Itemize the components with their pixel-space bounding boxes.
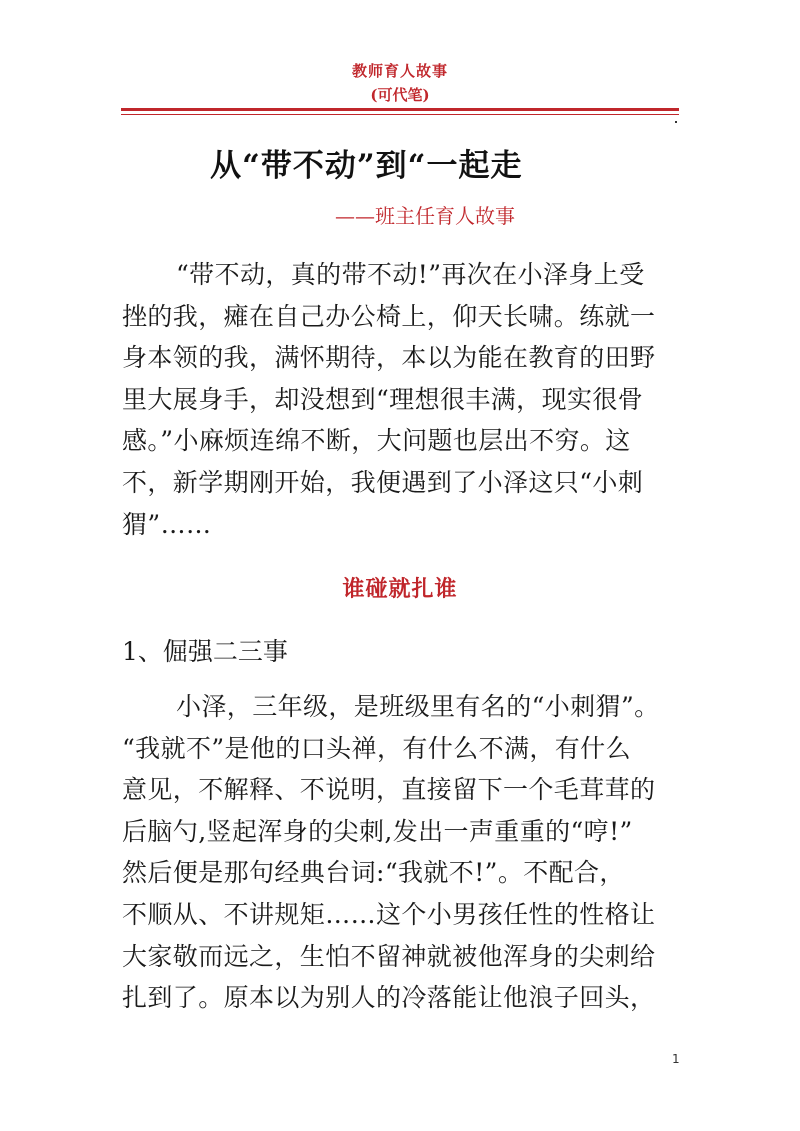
article-title: 从“带不动”到“一起走: [210, 148, 523, 184]
paragraph-line: 不，新学期刚开始，我便遇到了小泽这只“小刺: [122, 467, 644, 497]
paragraph-line: 身本领的我，满怀期待，本以为能在教育的田野: [122, 343, 656, 373]
header-title: 教师育人故事: [351, 62, 448, 80]
page-number: 1: [672, 1052, 680, 1066]
section-heading: 谁碰就扎谁: [342, 576, 458, 602]
paragraph-line: 猬”……: [122, 509, 212, 539]
paragraph-line: 不顺从、不讲规矩……这个小男孩任性的性格让: [122, 899, 656, 929]
paragraph-line: 后脑勺,竖起浑身的尖刺,发出一声重重的“哼!”: [122, 816, 633, 846]
paragraph-line: 里大展身手，却没想到“理想很丰满，现实很骨: [122, 384, 644, 414]
paragraph-line: 挫的我，瘫在自己办公椅上，仰天长啸。练就一: [122, 301, 656, 331]
paragraph-line: 小泽，三年级，是班级里有名的“小刺猬”。: [176, 692, 660, 721]
paragraph-line: “带不动，真的带不动!”再次在小泽身上受: [176, 260, 645, 289]
header-rule-thick: [121, 108, 679, 111]
header-subtitle: (可代笔): [370, 86, 430, 104]
article-subtitle: ——班主任育人故事: [335, 204, 515, 228]
paragraph-line: 然后便是那句经典台词:“我就不!”。不配合，: [122, 858, 625, 888]
paragraph-line: 意见，不解释、不说明，直接留下一个毛茸茸的: [122, 775, 656, 805]
intro-paragraph: [122, 254, 682, 546]
paragraph-line: “我就不”是他的口头禅，有什么不满，有什么: [122, 733, 631, 763]
item-heading: 1、倔强二三事: [122, 637, 288, 666]
header-rule-thin: [121, 114, 679, 115]
paragraph-line: 感。”小麻烦连绵不断，大问题也层出不穷。这: [122, 426, 631, 456]
body-paragraph: [122, 686, 682, 1066]
paragraph-line: 大家敬而远之，生怕不留神就被他浑身的尖刺给: [122, 941, 656, 971]
paragraph-line: 扎到了。原本以为别人的冷落能让他浪子回头，: [122, 983, 656, 1013]
header-mark: [675, 121, 677, 123]
